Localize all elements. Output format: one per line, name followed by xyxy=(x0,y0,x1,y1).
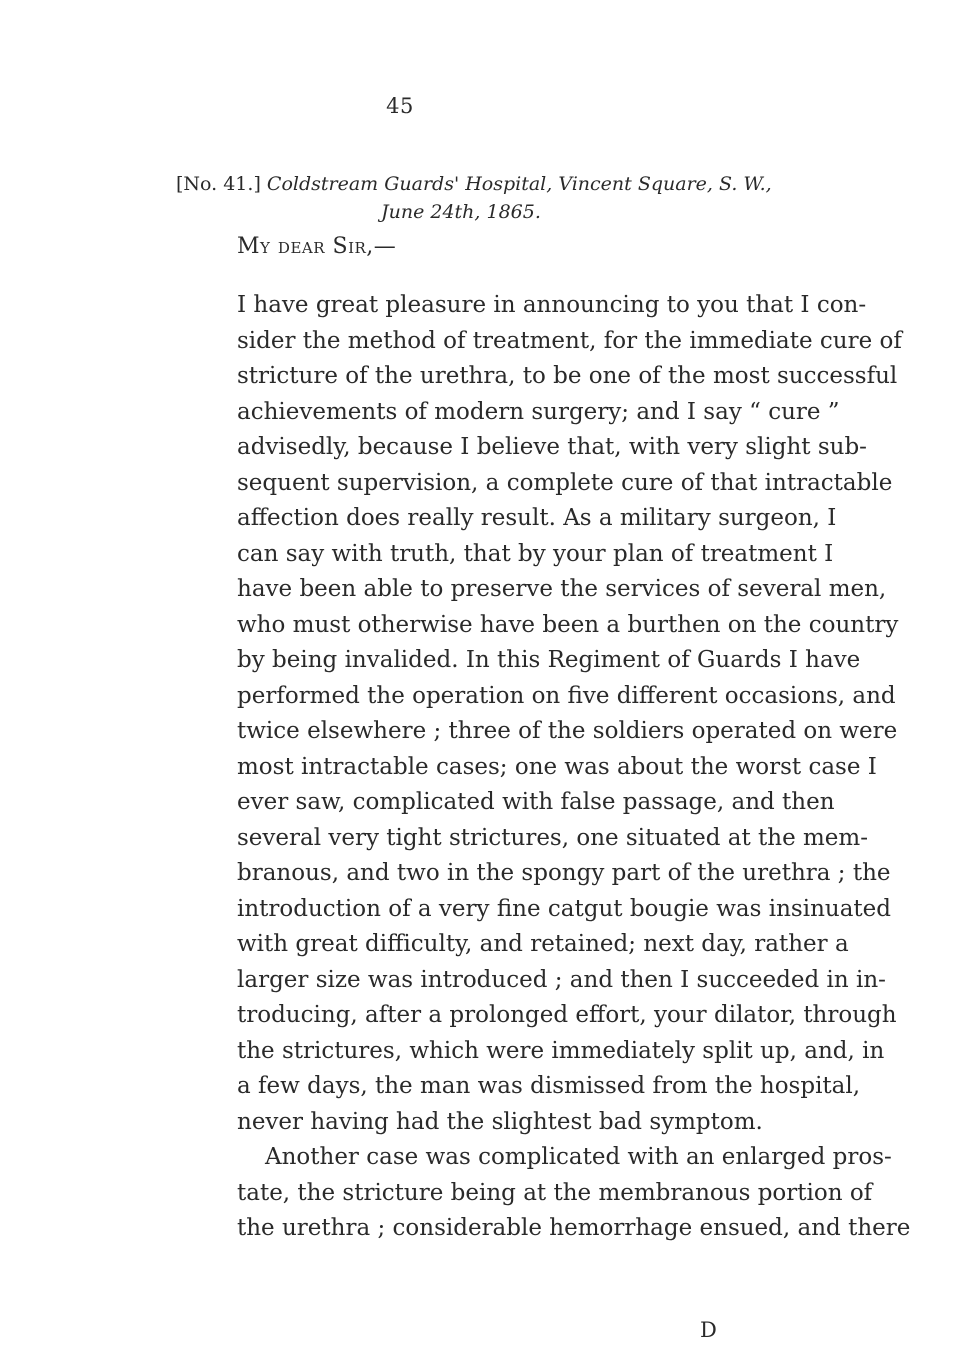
letter-header xyxy=(176,170,776,226)
letter-address: Coldstream Guards' Hospital, Vincent Square, S. W., xyxy=(266,173,772,195)
body-line: never having had the slightest bad symptom. xyxy=(237,1108,763,1135)
body-line: Another case was complicated with an enlarged pros- xyxy=(265,1144,892,1170)
body-line: tate, the stricture being at the membranous portion of xyxy=(237,1179,873,1206)
salutation xyxy=(237,234,396,259)
body-line: the strictures, which were immediately split up, and, in xyxy=(237,1037,885,1064)
body-line: by being invalided. In this Regiment of Guards I have xyxy=(237,647,861,673)
body-line: have been able to preserve the services of several men, xyxy=(237,576,887,602)
body-line: larger size was introduced ; and then I succeeded in in- xyxy=(237,966,886,993)
body-line: sider the method of treatment, for the immediate cure of xyxy=(237,327,902,354)
page-number: 45 xyxy=(386,94,414,118)
body-line: sequent supervision, a complete cure of that intractable xyxy=(237,469,893,496)
body-line: stricture of the urethra, to be one of the most successful xyxy=(237,363,898,389)
body-line: who must otherwise have been a burthen on the country xyxy=(237,611,899,638)
letter-number: [No. 41.] xyxy=(176,173,261,195)
body-line: introduction of a very fine catgut bougie was insinuated xyxy=(237,895,891,922)
body-line: performed the operation on five different occasions, and xyxy=(237,682,896,709)
body-line: achievements of modern surgery; and I say “ cure ” xyxy=(237,398,840,425)
body-line: with great difficulty, and retained; next day, rather a xyxy=(237,931,849,957)
body-line: I have great pleasure in announcing to you that I con- xyxy=(237,292,867,318)
body-line: most intractable cases; one was about the worst case I xyxy=(237,753,877,780)
body-line: can say with truth, that by your plan of treatment I xyxy=(237,540,834,567)
salutation-text: My dear Sir,— xyxy=(237,234,397,259)
body-line: ever saw, complicated with false passage, and then xyxy=(237,789,835,815)
letter-body xyxy=(237,288,977,1247)
body-line: twice elsewhere ; three of the soldiers operated on were xyxy=(237,718,898,744)
body-line: advisedly, because I believe that, with very slight sub- xyxy=(237,434,867,460)
body-line: troducing, after a prolonged effort, your dilator, through xyxy=(237,1002,897,1028)
body-line: several very tight strictures, one situated at the mem- xyxy=(237,824,868,851)
body-line: the urethra ; considerable hemorrhage ensued, and there xyxy=(237,1215,911,1241)
body-line: affection does really result. As a military surgeon, I xyxy=(237,505,837,531)
signature-mark: D xyxy=(700,1318,717,1342)
body-line: branous, and two in the spongy part of the urethra ; the xyxy=(237,860,891,886)
body-line: a few days, the man was dismissed from the hospital, xyxy=(237,1073,861,1099)
letter-date: June 24th, 1865. xyxy=(381,201,541,223)
